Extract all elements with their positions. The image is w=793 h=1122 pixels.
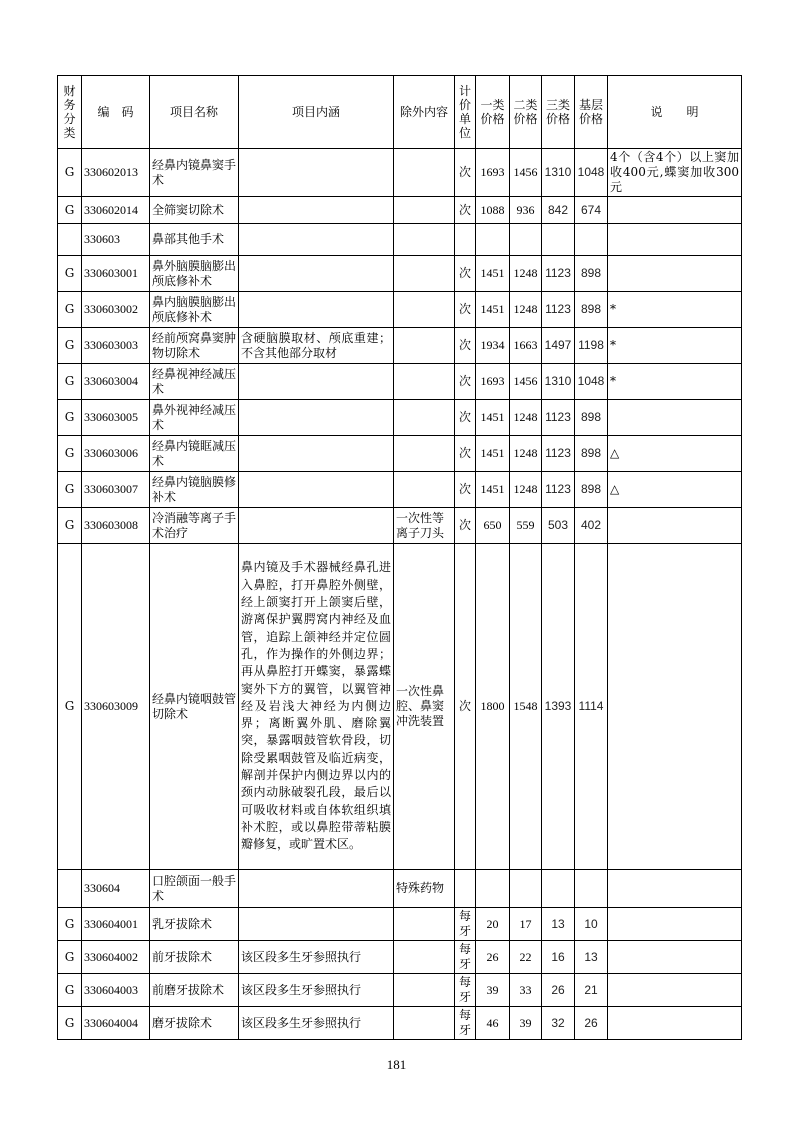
excluded-cell [394,328,455,364]
price2-cell: 559 [510,508,542,544]
category-cell: G [58,974,82,1007]
table-row [58,328,742,364]
price-base-cell: 21 [575,974,608,1007]
price3-cell: 26 [542,974,575,1007]
price-base-cell [575,224,608,256]
code-cell: 330602014 [82,197,150,224]
name-cell: 前牙拔除术 [150,941,239,974]
price1-cell: 1451 [476,292,510,328]
content-cell: 该区段多生牙参照执行 [239,1007,394,1040]
unit-cell: 次 [455,256,476,292]
price-base-cell: 898 [575,256,608,292]
excluded-cell [394,149,455,197]
price2-cell [510,224,542,256]
code-cell: 330604002 [82,941,150,974]
price3-cell: 1123 [542,292,575,328]
note-cell [608,974,742,1007]
section-code-cell: 330603 [82,224,150,256]
code-cell: 330603001 [82,256,150,292]
note-cell: △ [608,472,742,508]
content-cell [239,149,394,197]
unit-cell: 次 [455,149,476,197]
page-number: 181 [386,1057,407,1072]
table-row [58,197,742,224]
section-name-cell: 口腔颌面一般手术 [150,870,239,908]
price2-cell: 1248 [510,400,542,436]
table-header-row [58,76,742,149]
content-cell [239,436,394,472]
header-name: 项目名称 [150,76,239,149]
price-base-cell: 1048 [575,364,608,400]
price1-cell: 39 [476,974,510,1007]
table-row [58,400,742,436]
unit-cell: 次 [455,328,476,364]
code-cell: 330603003 [82,328,150,364]
table-row [58,472,742,508]
note-cell [608,400,742,436]
category-cell: G [58,364,82,400]
note-cell [608,224,742,256]
price2-cell: 17 [510,908,542,941]
price-base-cell: 898 [575,292,608,328]
unit-cell: 次 [455,400,476,436]
name-cell: 冷消融等离子手术治疗 [150,508,239,544]
price1-cell [476,870,510,908]
price1-cell: 1800 [476,544,510,870]
note-cell: 4个（含4个）以上窦加收400元,蝶窦加收300元 [608,149,742,197]
content-cell: 该区段多生牙参照执行 [239,941,394,974]
table-row [58,974,742,1007]
section-row [58,870,742,908]
unit-cell: 每牙 [455,974,476,1007]
price-base-cell: 26 [575,1007,608,1040]
code-cell: 330604001 [82,908,150,941]
code-cell: 330604003 [82,974,150,1007]
content-cell: 鼻内镜及手术器械经鼻孔进入鼻腔，打开鼻腔外侧壁，经上颌窦打开上颌窦后壁，游离保护翼腭窝内神经及血管，追踪上颌神经并定位圆孔，作为操作的外侧边界；再从鼻腔打开蝶窦，暴露蝶窦外下方的翼管，以翼管神经及岩浅大神经为内侧边界；离断翼外肌、磨除翼突，暴露咽鼓管软骨段，切除受累咽鼓管及临近病变，解剖并保护内侧边界以内的颈内动脉破裂孔段，最后以可吸收材料或自体软组织填补术腔，或以鼻腔带蒂粘膜瓣修复，或旷置术区。 [239,544,394,870]
unit-cell: 次 [455,292,476,328]
category-cell: G [58,508,82,544]
content-cell [239,870,394,908]
price1-cell: 1451 [476,472,510,508]
excluded-cell [394,256,455,292]
price2-cell: 1248 [510,256,542,292]
note-cell: * [608,328,742,364]
price-base-cell: 898 [575,436,608,472]
code-cell: 330603007 [82,472,150,508]
name-cell: 经鼻内镜咽鼓管切除术 [150,544,239,870]
content-cell [239,508,394,544]
price-base-cell: 13 [575,941,608,974]
note-cell [608,256,742,292]
unit-cell: 每牙 [455,908,476,941]
name-cell: 前磨牙拔除术 [150,974,239,1007]
table-row [58,508,742,544]
code-cell: 330603009 [82,544,150,870]
note-cell [608,941,742,974]
category-cell: G [58,544,82,870]
category-cell: G [58,328,82,364]
price3-cell: 1393 [542,544,575,870]
price3-cell: 842 [542,197,575,224]
note-cell [608,508,742,544]
table-row [58,941,742,974]
excluded-cell [394,364,455,400]
price3-cell: 1497 [542,328,575,364]
category-cell: G [58,436,82,472]
content-cell: 该区段多生牙参照执行 [239,974,394,1007]
excluded-cell [394,908,455,941]
unit-cell: 次 [455,364,476,400]
excluded-cell [394,224,455,256]
header-excluded: 除外内容 [394,76,455,149]
excluded-cell: 一次性鼻腔、鼻窦冲洗装置 [394,544,455,870]
price-base-cell: 1048 [575,149,608,197]
note-cell [608,908,742,941]
table-row [58,1007,742,1040]
price1-cell: 26 [476,941,510,974]
unit-cell: 次 [455,544,476,870]
price-base-cell: 898 [575,472,608,508]
excluded-cell [394,292,455,328]
category-cell: G [58,400,82,436]
price2-cell: 1456 [510,149,542,197]
price3-cell: 1310 [542,149,575,197]
category-cell: G [58,941,82,974]
name-cell: 鼻外脑膜脑膨出颅底修补术 [150,256,239,292]
price1-cell: 1693 [476,364,510,400]
name-cell: 全筛窦切除术 [150,197,239,224]
content-cell [239,364,394,400]
price3-cell: 32 [542,1007,575,1040]
unit-cell: 次 [455,197,476,224]
excluded-cell [394,1007,455,1040]
price2-cell: 33 [510,974,542,1007]
price3-cell: 1123 [542,400,575,436]
price3-cell: 1123 [542,436,575,472]
price2-cell [510,870,542,908]
note-cell: * [608,364,742,400]
price-base-cell: 674 [575,197,608,224]
price-base-cell: 402 [575,508,608,544]
section-name-cell: 鼻部其他手术 [150,224,239,256]
price2-cell: 1248 [510,436,542,472]
price1-cell: 20 [476,908,510,941]
header-category: 财务分类 [58,76,82,149]
unit-cell: 每牙 [455,941,476,974]
table-row [58,908,742,941]
content-cell: 含硬脑膜取材、颅底重建；不含其他部分取材 [239,328,394,364]
name-cell: 经鼻内镜鼻窦手术 [150,149,239,197]
unit-cell [455,870,476,908]
name-cell: 磨牙拔除术 [150,1007,239,1040]
price-base-cell: 1114 [575,544,608,870]
section-code-cell: 330604 [82,870,150,908]
price-base-cell: 1198 [575,328,608,364]
category-cell: G [58,292,82,328]
section-row [58,224,742,256]
name-cell: 经鼻视神经减压术 [150,364,239,400]
table-row [58,292,742,328]
unit-cell: 次 [455,436,476,472]
price2-cell: 1548 [510,544,542,870]
price2-cell: 1248 [510,472,542,508]
price1-cell: 46 [476,1007,510,1040]
excluded-cell: 特殊药物 [394,870,455,908]
name-cell: 经前颅窝鼻窦肿物切除术 [150,328,239,364]
note-cell [608,870,742,908]
note-cell: △ [608,436,742,472]
fee-schedule-table [57,75,742,1040]
unit-cell: 每牙 [455,1007,476,1040]
price-base-cell: 898 [575,400,608,436]
price2-cell: 1248 [510,292,542,328]
price1-cell: 1451 [476,256,510,292]
unit-cell [455,224,476,256]
price2-cell: 1663 [510,328,542,364]
header-unit: 计价单位 [455,76,476,149]
category-cell [58,870,82,908]
price1-cell: 650 [476,508,510,544]
price1-cell: 1088 [476,197,510,224]
code-cell: 330603004 [82,364,150,400]
name-cell: 经鼻内镜眶减压术 [150,436,239,472]
excluded-cell: 一次性等离子刀头 [394,508,455,544]
price2-cell: 936 [510,197,542,224]
price3-cell: 13 [542,908,575,941]
table-row [58,256,742,292]
table-row [58,544,742,870]
code-cell: 330604004 [82,1007,150,1040]
price1-cell: 1451 [476,436,510,472]
price3-cell: 16 [542,941,575,974]
excluded-cell [394,974,455,1007]
content-cell [239,292,394,328]
code-cell: 330602013 [82,149,150,197]
excluded-cell [394,941,455,974]
price1-cell: 1451 [476,400,510,436]
header-code: 编 码 [82,76,150,149]
category-cell: G [58,256,82,292]
price2-cell: 1456 [510,364,542,400]
category-cell: G [58,149,82,197]
content-cell [239,472,394,508]
note-cell [608,1007,742,1040]
price2-cell: 22 [510,941,542,974]
content-cell [239,197,394,224]
header-price2: 二类价格 [510,76,542,149]
price-base-cell [575,870,608,908]
name-cell: 鼻外视神经减压术 [150,400,239,436]
price1-cell: 1934 [476,328,510,364]
name-cell: 乳牙拔除术 [150,908,239,941]
header-price-base: 基层价格 [575,76,608,149]
code-cell: 330603006 [82,436,150,472]
category-cell [58,224,82,256]
price3-cell: 1310 [542,364,575,400]
price3-cell: 503 [542,508,575,544]
price1-cell [476,224,510,256]
content-cell [239,256,394,292]
note-cell [608,197,742,224]
header-content: 项目内涵 [239,76,394,149]
note-cell: * [608,292,742,328]
table-row [58,436,742,472]
excluded-cell [394,197,455,224]
unit-cell: 次 [455,508,476,544]
table-row [58,364,742,400]
price2-cell: 39 [510,1007,542,1040]
code-cell: 330603008 [82,508,150,544]
price-base-cell: 10 [575,908,608,941]
excluded-cell [394,436,455,472]
code-cell: 330603002 [82,292,150,328]
category-cell: G [58,472,82,508]
name-cell: 经鼻内镜脑膜修补术 [150,472,239,508]
price1-cell: 1693 [476,149,510,197]
price3-cell: 1123 [542,472,575,508]
content-cell [239,400,394,436]
category-cell: G [58,1007,82,1040]
excluded-cell [394,400,455,436]
price3-cell: 1123 [542,256,575,292]
unit-cell: 次 [455,472,476,508]
header-notes: 说 明 [608,76,742,149]
content-cell [239,908,394,941]
content-cell [239,224,394,256]
note-cell [608,544,742,870]
table-row [58,149,742,197]
price3-cell [542,870,575,908]
excluded-cell [394,472,455,508]
name-cell: 鼻内脑膜脑膨出颅底修补术 [150,292,239,328]
category-cell: G [58,908,82,941]
category-cell: G [58,197,82,224]
code-cell: 330603005 [82,400,150,436]
price3-cell [542,224,575,256]
header-price1: 一类价格 [476,76,510,149]
header-price3: 三类价格 [542,76,575,149]
